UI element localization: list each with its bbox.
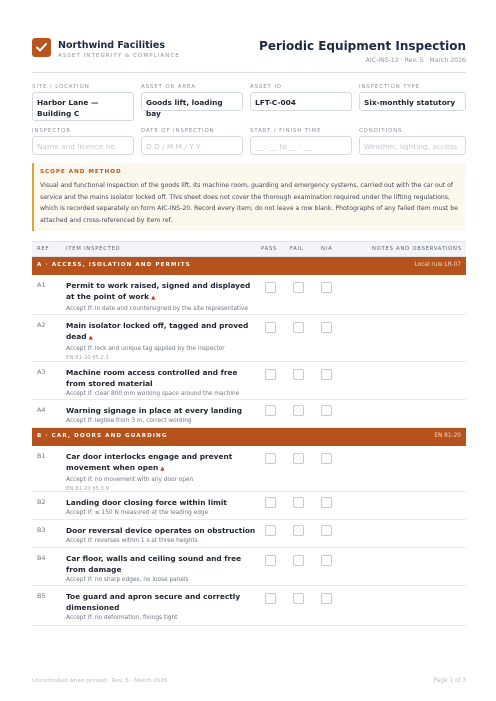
- item-cell: [66, 497, 256, 518]
- notes-field[interactable]: [367, 404, 461, 424]
- fail-checkbox[interactable]: [293, 593, 304, 604]
- fail-checkbox[interactable]: [293, 322, 304, 333]
- critical-icon: ▲: [160, 466, 165, 472]
- table-row: [32, 446, 466, 492]
- header-item: ITEM INSPECTED: [66, 246, 121, 252]
- notes-field[interactable]: [367, 319, 461, 339]
- asset-id-label: ASSET ID: [250, 84, 282, 90]
- item-ref: B4: [37, 554, 46, 562]
- item-title: Permit to work raised, signed and displayed at the point of work: [66, 281, 251, 301]
- item-title: Machine room access controlled and free from stored material: [66, 368, 238, 388]
- item-ref: A4: [37, 406, 46, 414]
- item-title: Car floor, walls and ceiling sound and free from damage: [66, 554, 242, 574]
- header-ref: REF: [37, 246, 50, 252]
- section-header-b: [32, 428, 466, 446]
- table-row: [32, 400, 466, 428]
- section-title: B · CAR, DOORS AND GUARDING: [37, 433, 168, 439]
- na-checkbox[interactable]: [321, 405, 332, 416]
- acceptance-criteria: Accept if: no movement with any door open: [66, 477, 194, 483]
- item-ref: B5: [37, 592, 46, 600]
- item-cell: [66, 553, 256, 585]
- table-row: [32, 315, 466, 362]
- notes-field[interactable]: [367, 524, 461, 544]
- item-cell: [66, 405, 256, 426]
- fail-checkbox[interactable]: [293, 405, 304, 416]
- standard-citation: EN 81-20 §5.2.1: [66, 355, 109, 361]
- item-cell: [66, 280, 256, 314]
- pass-checkbox[interactable]: [265, 497, 276, 508]
- item-title: Door reversal device operates on obstruction: [66, 526, 256, 535]
- na-checkbox[interactable]: [321, 593, 332, 604]
- section-title: A · ACCESS, ISOLATION AND PERMITS: [37, 262, 191, 268]
- brand-name: Northwind Facilities: [58, 40, 166, 51]
- scope-callout: [32, 163, 466, 231]
- item-cell: [66, 591, 256, 623]
- section-reference: EN 81-20: [434, 433, 461, 439]
- item-cell: [66, 320, 256, 362]
- acceptance-criteria: Accept if: no sharp edges, no loose panels: [66, 577, 189, 583]
- item-cell: [66, 525, 256, 546]
- acceptance-criteria: Accept if: no deformation, fixings tight: [66, 615, 178, 621]
- table-header: [32, 241, 466, 257]
- inspection-type-field[interactable]: Six-monthly statutory: [359, 92, 466, 111]
- pass-checkbox[interactable]: [265, 282, 276, 293]
- times-field[interactable]: __ : __ to __ : __: [250, 136, 352, 155]
- conditions-field[interactable]: Weather, lighting, access: [359, 136, 466, 155]
- acceptance-criteria: Accept if: legible from 3 m, correct wording: [66, 418, 192, 424]
- header-na: N/A: [321, 246, 333, 252]
- fail-checkbox[interactable]: [293, 497, 304, 508]
- inspection-type-label: INSPECTION TYPE: [359, 84, 421, 90]
- item-title: Landing door closing force within limit: [66, 498, 227, 507]
- acceptance-criteria: Accept if: clear 800 mm working space around the machine: [66, 391, 240, 397]
- document-title: Periodic Equipment Inspection: [259, 39, 466, 53]
- item-title: Main isolator locked off, tagged and proved dead: [66, 321, 249, 341]
- notes-field[interactable]: [367, 366, 461, 386]
- table-row: [32, 548, 466, 586]
- acceptance-criteria: Accept if: lock and unique tag applied by the inspector: [66, 346, 225, 352]
- item-title: Warning signage in place at every landing: [66, 406, 243, 415]
- pass-checkbox[interactable]: [265, 322, 276, 333]
- scope-text: Visual and functional inspection of the goods lift, its machine room, guarding and emergency systems, carried out with the car out of service and the mains isolator locked off. This sheet does not cover the thorough examination required under the lifting regulations, which is recorded separately on form AIC-INS-20. Record every item; do not leave a row blank. Photographs of any failed item must be attached and cross-referenced by item ref.: [40, 182, 458, 224]
- critical-icon: ▲: [151, 295, 156, 301]
- standard-citation: EN 81-20 §5.3.9: [66, 486, 109, 492]
- notes-field[interactable]: [367, 496, 461, 516]
- conditions-label: CONDITIONS: [359, 128, 403, 134]
- header-notes: NOTES AND OBSERVATIONS: [372, 246, 462, 252]
- na-checkbox[interactable]: [321, 369, 332, 380]
- inspector-field[interactable]: Name and licence no.: [32, 136, 134, 155]
- table-row: [32, 520, 466, 548]
- section-header-a: [32, 257, 466, 275]
- item-ref: B3: [37, 526, 46, 534]
- critical-icon: ▲: [88, 335, 93, 341]
- page-number: Page 1 of 3: [433, 678, 466, 684]
- section-reference: Local rule LR-07: [414, 262, 461, 268]
- asset-id-field[interactable]: LFT-C-004: [250, 92, 352, 111]
- item-cell: [66, 367, 256, 399]
- pass-checkbox[interactable]: [265, 525, 276, 536]
- header-fail: FAIL: [290, 246, 304, 252]
- notes-field[interactable]: [367, 450, 461, 470]
- item-ref: A3: [37, 368, 46, 376]
- acceptance-criteria: Accept if: reverses within 1 s at three heights: [66, 538, 198, 544]
- document-reference: AIC-INS-12 · Rev. 5 · March 2026: [365, 57, 466, 64]
- fail-checkbox[interactable]: [293, 555, 304, 566]
- table-row: [32, 586, 466, 626]
- pass-checkbox[interactable]: [265, 453, 276, 464]
- fail-checkbox[interactable]: [293, 453, 304, 464]
- na-checkbox[interactable]: [321, 453, 332, 464]
- fail-checkbox[interactable]: [293, 369, 304, 380]
- item-ref: B1: [37, 452, 46, 460]
- date-field[interactable]: D D / M M / Y Y: [141, 136, 243, 155]
- notes-field[interactable]: [367, 279, 461, 299]
- pass-checkbox[interactable]: [265, 593, 276, 604]
- notes-field[interactable]: [367, 552, 461, 572]
- item-title: Toe guard and apron secure and correctly dimensioned: [66, 592, 241, 612]
- asset-area-field[interactable]: Goods lift, loading bay: [141, 92, 243, 111]
- site-label: SITE / LOCATION: [32, 84, 90, 90]
- fail-checkbox[interactable]: [293, 282, 304, 293]
- item-ref: A2: [37, 321, 46, 329]
- table-row: [32, 362, 466, 400]
- item-ref: B2: [37, 498, 46, 506]
- na-checkbox[interactable]: [321, 525, 332, 536]
- notes-field[interactable]: [367, 590, 461, 610]
- header-pass: PASS: [261, 246, 278, 252]
- item-ref: A1: [37, 281, 46, 289]
- inspector-label: INSPECTOR: [32, 128, 71, 134]
- na-checkbox[interactable]: [321, 322, 332, 333]
- table-row: [32, 492, 466, 520]
- inspection-table: [32, 241, 466, 626]
- date-label: DATE OF INSPECTION: [141, 128, 215, 134]
- logo-check-icon: [32, 38, 51, 57]
- item-cell: [66, 451, 256, 493]
- footer-control-note: Uncontrolled when printed · Rev. 5 · March 2026: [32, 678, 168, 684]
- fail-checkbox[interactable]: [293, 525, 304, 536]
- acceptance-criteria: Accept if: in date and countersigned by the site representative: [66, 306, 248, 312]
- table-row: [32, 275, 466, 315]
- na-checkbox[interactable]: [321, 497, 332, 508]
- site-field[interactable]: Harbor Lane — Building C: [32, 92, 134, 121]
- times-label: START / FINISH TIME: [250, 128, 322, 134]
- asset-area-label: ASSET OR AREA: [141, 84, 196, 90]
- na-checkbox[interactable]: [321, 555, 332, 566]
- acceptance-criteria: Accept if: ≤ 150 N measured at the leading edge: [66, 510, 209, 516]
- header-divider: [32, 72, 466, 73]
- pass-checkbox[interactable]: [265, 405, 276, 416]
- pass-checkbox[interactable]: [265, 555, 276, 566]
- brand-subtitle: ASSET INTEGRITY & COMPLIANCE: [58, 53, 180, 59]
- item-title: Car door interlocks engage and prevent movement when open: [66, 452, 233, 472]
- na-checkbox[interactable]: [321, 282, 332, 293]
- document-header: [32, 38, 466, 66]
- pass-checkbox[interactable]: [265, 369, 276, 380]
- scope-title: SCOPE AND METHOD: [40, 169, 122, 175]
